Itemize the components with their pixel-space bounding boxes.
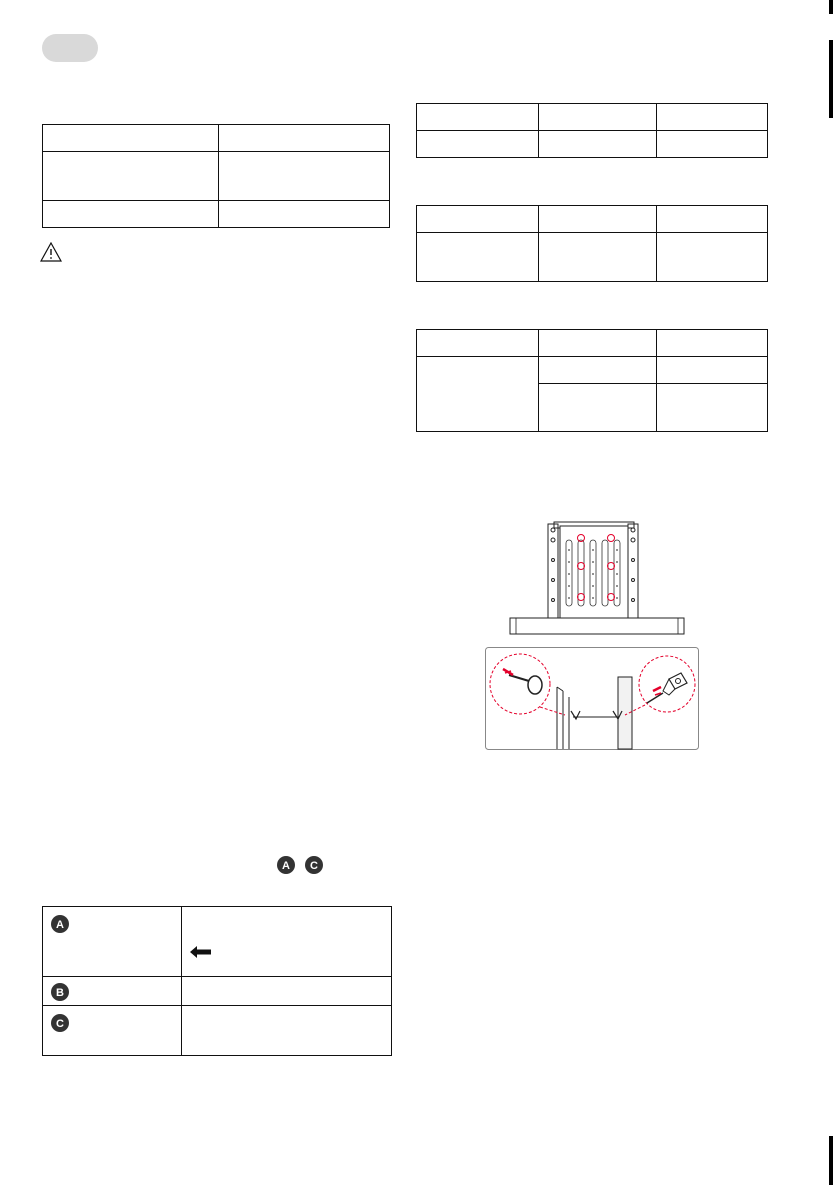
table-cell <box>43 152 219 201</box>
crop-mark-bottom <box>829 1136 833 1185</box>
badge-a <box>51 915 69 933</box>
table-cell <box>657 131 768 158</box>
table-cell <box>417 206 539 233</box>
table-cell <box>219 201 390 228</box>
crop-mark-top <box>829 0 833 14</box>
table-cell <box>417 233 539 282</box>
table-cell <box>417 330 539 357</box>
table-cell <box>417 131 539 158</box>
table-cell <box>657 104 768 131</box>
table-cell <box>182 977 392 1006</box>
svg-text:A: A <box>282 860 290 872</box>
table-cell <box>43 977 182 1006</box>
svg-text:B: B <box>56 987 64 999</box>
tv-back-mount-illustration <box>508 516 688 636</box>
warning-triangle-icon <box>40 242 62 262</box>
table-cell <box>417 357 539 432</box>
table-cell <box>43 907 182 977</box>
table-cell <box>657 206 768 233</box>
svg-text:C: C <box>56 1018 64 1030</box>
table-cell <box>219 125 390 152</box>
parts-table <box>42 906 392 1056</box>
table-cell <box>539 206 657 233</box>
svg-text:A: A <box>56 919 64 931</box>
table-cell <box>182 1006 392 1056</box>
table-cell <box>539 104 657 131</box>
table-cell <box>657 384 768 432</box>
table-cell <box>43 1006 182 1056</box>
arrow-left-icon <box>190 946 212 958</box>
badge-b <box>51 983 69 1001</box>
table-cell <box>417 104 539 131</box>
table-cell <box>539 131 657 158</box>
wall-anchor-illustration <box>485 647 699 750</box>
crop-mark-upper <box>829 40 833 118</box>
table-cell <box>657 357 768 384</box>
table-cell <box>539 384 657 432</box>
table-cell <box>539 357 657 384</box>
svg-text:C: C <box>310 860 318 872</box>
table-cell <box>657 233 768 282</box>
badge-a-inline <box>277 856 295 874</box>
page-language-tab <box>42 34 98 62</box>
table-cell <box>182 907 392 977</box>
badge-c <box>51 1014 69 1032</box>
spec-table-right-1 <box>416 103 768 158</box>
table-cell <box>539 330 657 357</box>
table-cell <box>539 233 657 282</box>
table-cell <box>219 152 390 201</box>
table-cell <box>657 330 768 357</box>
table-cell <box>43 201 219 228</box>
spec-table-left <box>42 124 390 228</box>
spec-table-right-3 <box>416 329 768 432</box>
spec-table-right-2 <box>416 205 768 282</box>
badge-c-inline <box>305 856 323 874</box>
table-cell <box>43 125 219 152</box>
